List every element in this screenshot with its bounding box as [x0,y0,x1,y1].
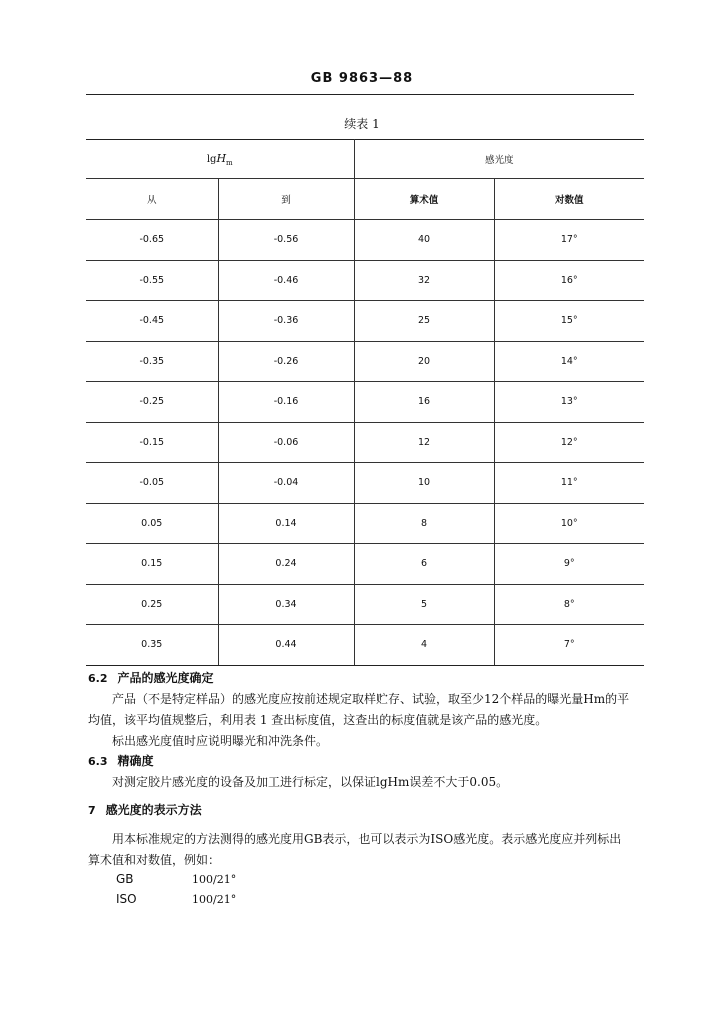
section-6-3-title: 精确度 [117,754,154,768]
cell-to: -0.04 [218,463,354,504]
section-7-para1-line2: 算术值和对数值，例如： [88,853,221,867]
example-iso [116,889,236,910]
cell-to: -0.46 [218,260,354,301]
section-6-2-title: 产品的感光度确定 [117,671,214,685]
col-header-logarithmic: 对数值 [494,179,644,220]
cell-to: 0.14 [218,503,354,544]
cell-to: 0.24 [218,544,354,585]
section-7-para1-line1: 用本标准规定的方法测得的感光度用GB表示，也可以表示为ISO感光度。表示感光度应并列标出 [112,832,622,846]
cell-to: 0.44 [218,625,354,666]
cell-logarithmic: 13° [494,382,644,423]
cell-logarithmic: 8° [494,584,644,625]
header-rule [86,94,634,95]
cell-logarithmic: 14° [494,341,644,382]
section-7-heading: 7 感光度的表示方法 [88,803,202,817]
sensitivity-table [86,139,644,666]
cell-arithmetic: 5 [354,584,494,625]
table-row [86,625,644,666]
cell-to: -0.56 [218,220,354,261]
cell-logarithmic: 16° [494,260,644,301]
cell-logarithmic: 10° [494,503,644,544]
cell-from: -0.05 [86,463,218,504]
cell-from: -0.25 [86,382,218,423]
table-row [86,503,644,544]
cell-to: -0.06 [218,422,354,463]
cell-from: -0.15 [86,422,218,463]
section-6-2-para1-line1: 产品（不是特定样品）的感光度应按前述规定取样贮存、试验，取至少12个样品的曝光量Hm的平 [112,692,630,706]
cell-arithmetic: 10 [354,463,494,504]
cell-from: 0.35 [86,625,218,666]
standard-code: GB 9863—88 [310,71,414,86]
cell-from: -0.35 [86,341,218,382]
section-7-title: 感光度的表示方法 [105,803,202,817]
example-gb [116,869,236,890]
cell-logarithmic: 11° [494,463,644,504]
cell-from: 0.15 [86,544,218,585]
cell-arithmetic: 40 [354,220,494,261]
table-row [86,422,644,463]
cell-arithmetic: 25 [354,301,494,342]
cell-arithmetic: 16 [354,382,494,423]
col-group-lghm: lgH$_m$ [86,140,354,179]
example-gb-value: 100/21° [192,873,237,886]
section-6-3-para1: 对测定胶片感光度的设备及加工进行标定，以保证lgHm误差不大于0.05。 [112,775,509,789]
col-header-arithmetic: 算术值 [354,179,494,220]
cell-from: 0.05 [86,503,218,544]
table-row [86,584,644,625]
cell-from: 0.25 [86,584,218,625]
example-iso-label: ISO [116,892,137,906]
table-row [86,544,644,585]
cell-from: -0.65 [86,220,218,261]
cell-to: -0.36 [218,301,354,342]
cell-arithmetic: 20 [354,341,494,382]
cell-arithmetic: 8 [354,503,494,544]
cell-to: -0.26 [218,341,354,382]
col-group-sensitivity: 感光度 [354,140,644,179]
cell-arithmetic: 32 [354,260,494,301]
cell-logarithmic: 7° [494,625,644,666]
table-row [86,382,644,423]
cell-logarithmic: 17° [494,220,644,261]
cell-arithmetic: 4 [354,625,494,666]
cell-to: 0.34 [218,584,354,625]
section-6-3-heading: 6.3 精确度 [88,754,154,768]
table-row [86,260,644,301]
col-header-to: 到 [218,179,354,220]
col-header-from: 从 [86,179,218,220]
table-row [86,220,644,261]
cell-logarithmic: 12° [494,422,644,463]
table-row [86,301,644,342]
cell-logarithmic: 15° [494,301,644,342]
table-row [86,341,644,382]
example-iso-value: 100/21° [192,893,237,906]
cell-to: -0.16 [218,382,354,423]
cell-logarithmic: 9° [494,544,644,585]
table-body [86,220,644,666]
section-6-2-para2: 标出感光度值时应说明曝光和冲洗条件。 [112,734,329,748]
cell-from: -0.55 [86,260,218,301]
table-caption: 续表 1 [344,117,380,131]
table-row [86,463,644,504]
cell-from: -0.45 [86,301,218,342]
cell-arithmetic: 12 [354,422,494,463]
cell-arithmetic: 6 [354,544,494,585]
section-6-2-heading: 6.2 产品的感光度确定 [88,671,214,685]
section-6-2-para1-line2: 均值，该平均值规整后，利用表 1 查出标度值，这查出的标度值就是该产品的感光度。 [88,713,548,727]
example-gb-label: GB [116,872,134,886]
